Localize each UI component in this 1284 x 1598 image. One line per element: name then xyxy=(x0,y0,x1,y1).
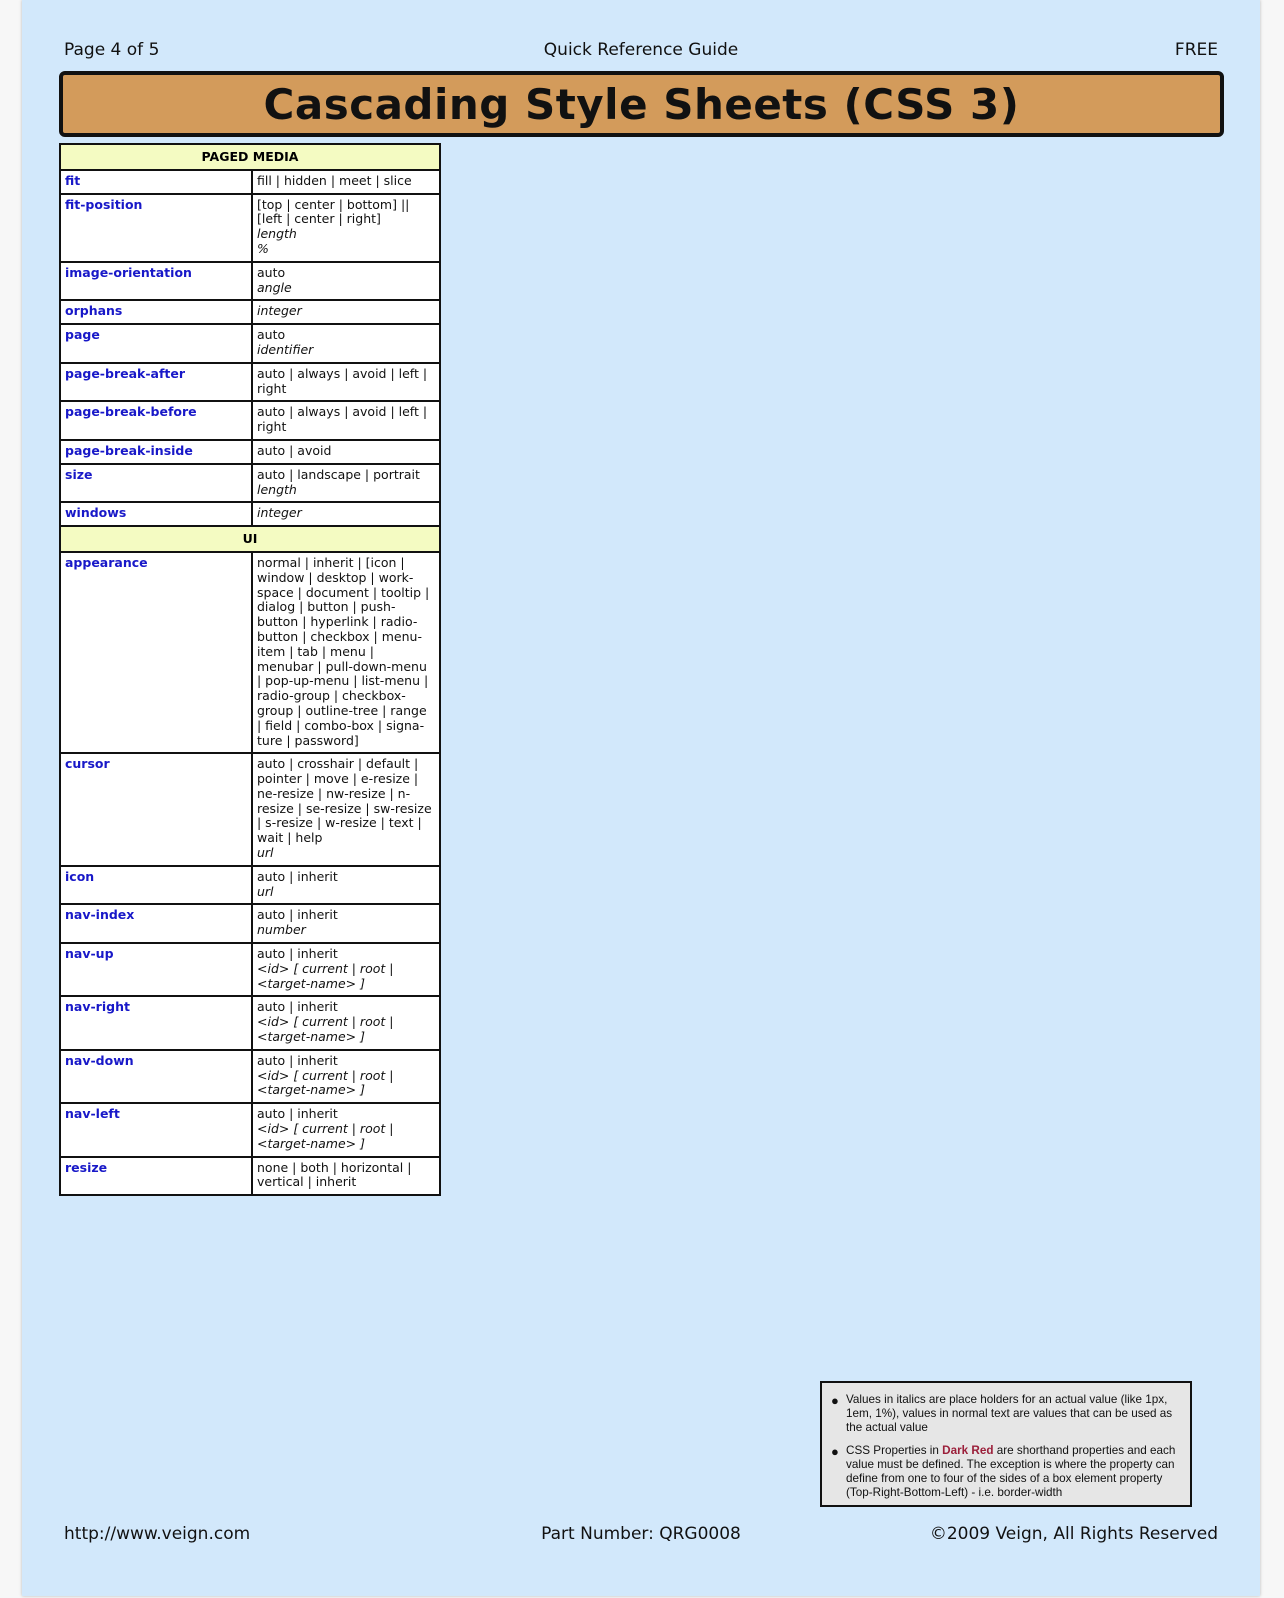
value-line: ne-resize | nw-resize | n- xyxy=(257,785,411,801)
value-line: <id> [ current | root | xyxy=(257,960,394,976)
property-values xyxy=(252,502,440,526)
property-row xyxy=(60,1103,440,1156)
value-line: url xyxy=(257,883,274,899)
property-row xyxy=(60,866,440,905)
document-page xyxy=(22,0,1260,1596)
value-line: pointer | move | e-resize | xyxy=(257,771,419,787)
property-values xyxy=(252,996,440,1049)
value-line: auto | landscape | portrait xyxy=(257,466,420,482)
property-name: cursor xyxy=(60,753,252,866)
property-values xyxy=(252,753,440,866)
section-header-row xyxy=(60,526,440,552)
value-line: ture | password] xyxy=(257,732,359,748)
value-line: <id> [ current | root | xyxy=(257,1121,394,1137)
value-line: dialog | button | push- xyxy=(257,599,396,615)
property-values xyxy=(252,262,440,301)
property-row xyxy=(60,502,440,526)
value-line: auto | always | avoid | left | xyxy=(257,365,428,381)
value-line: <target-name> ] xyxy=(257,975,365,991)
value-line: auto | inherit xyxy=(257,1106,338,1122)
property-name: icon xyxy=(60,866,252,905)
value-line: window | desktop | work- xyxy=(257,569,414,585)
property-values xyxy=(252,1050,440,1103)
property-name: windows xyxy=(60,502,252,526)
legend-note-dark-red: ● CSS Properties in Dark Red are shorthand properties and each value must be defined. The exception is where the property can define from one to four of the sides of a box element property (Top-Right-Bottom-Left) - i.e. border-width xyxy=(831,1443,1176,1500)
property-values xyxy=(252,1157,440,1196)
property-row xyxy=(60,552,440,753)
value-line: length xyxy=(257,226,297,242)
property-row xyxy=(60,904,440,943)
value-line: <id> [ current | root | xyxy=(257,1067,394,1083)
value-line: url xyxy=(257,845,274,861)
value-line: menubar | pull-down-menu xyxy=(257,658,427,674)
bullet-icon: ● xyxy=(831,1393,839,1408)
value-line: % xyxy=(257,240,269,256)
value-line: auto xyxy=(257,264,286,280)
property-values xyxy=(252,1103,440,1156)
value-line: integer xyxy=(257,303,302,319)
property-row xyxy=(60,996,440,1049)
property-name: nav-up xyxy=(60,943,252,996)
free-label: FREE xyxy=(1174,40,1218,60)
property-row xyxy=(60,194,440,262)
value-line: [left | center | right] xyxy=(257,211,381,227)
property-name: fit-position xyxy=(60,194,252,262)
value-line: fill | hidden | meet | slice xyxy=(257,172,412,188)
property-name: resize xyxy=(60,1157,252,1196)
property-values xyxy=(252,194,440,262)
property-name: page-break-after xyxy=(60,363,252,402)
footer-part-number: Part Number: QRG0008 xyxy=(541,1524,741,1544)
section-heading: PAGED MEDIA xyxy=(60,144,440,170)
property-name: nav-down xyxy=(60,1050,252,1103)
property-row xyxy=(60,943,440,996)
bullet-icon: ● xyxy=(831,1443,839,1459)
value-line: radio-group | checkbox- xyxy=(257,688,406,704)
property-name: image-orientation xyxy=(60,262,252,301)
property-row xyxy=(60,363,440,402)
value-line: <target-name> ] xyxy=(257,1029,365,1045)
value-line: auto | inherit xyxy=(257,907,338,923)
property-values xyxy=(252,324,440,363)
value-line: integer xyxy=(257,505,302,521)
value-line: auto | inherit xyxy=(257,868,338,884)
dark-red-highlight: Dark Red xyxy=(942,1443,994,1457)
value-line: right xyxy=(257,419,287,435)
value-line: item | tab | menu | xyxy=(257,643,374,659)
title-banner xyxy=(59,71,1224,137)
property-values xyxy=(252,552,440,753)
value-line: [top | center | bottom] || xyxy=(257,196,410,212)
section-header-row xyxy=(60,144,440,170)
property-name: size xyxy=(60,464,252,503)
value-line: <target-name> ] xyxy=(257,1082,365,1098)
value-line: resize | se-resize | sw-resize xyxy=(257,800,432,816)
property-values xyxy=(252,363,440,402)
value-line: normal | inherit | [icon | xyxy=(257,554,405,570)
footer-url: http://www.veign.com xyxy=(64,1524,251,1544)
property-name: orphans xyxy=(60,300,252,324)
value-line: wait | help xyxy=(257,830,323,846)
section-heading: UI xyxy=(60,526,440,552)
property-row xyxy=(60,401,440,440)
property-name: page xyxy=(60,324,252,363)
value-line: none | both | horizontal | xyxy=(257,1159,412,1175)
page-title: Cascading Style Sheets (CSS 3) xyxy=(263,79,1020,129)
value-line: button | checkbox | menu- xyxy=(257,628,422,644)
value-line: length xyxy=(257,481,297,497)
value-line: auto | inherit xyxy=(257,999,338,1015)
value-line: <id> [ current | root | xyxy=(257,1014,394,1030)
property-name: nav-right xyxy=(60,996,252,1049)
value-line: space | document | tooltip | xyxy=(257,584,430,600)
value-line: auto | inherit xyxy=(257,946,338,962)
value-line: right xyxy=(257,380,287,396)
value-line: auto | crosshair | default | xyxy=(257,756,419,772)
value-line: auto | inherit xyxy=(257,1052,338,1068)
value-line: angle xyxy=(257,279,292,295)
property-values xyxy=(252,866,440,905)
value-line: vertical | inherit xyxy=(257,1174,357,1190)
property-name: page-break-inside xyxy=(60,440,252,464)
property-values xyxy=(252,464,440,503)
property-name: appearance xyxy=(60,552,252,753)
property-row xyxy=(60,440,440,464)
value-line: | pop-up-menu | list-menu | xyxy=(257,673,429,689)
value-line: group | outline-tree | range xyxy=(257,702,427,718)
property-name: nav-index xyxy=(60,904,252,943)
property-values xyxy=(252,440,440,464)
property-row xyxy=(60,300,440,324)
property-row xyxy=(60,1157,440,1196)
property-values xyxy=(252,300,440,324)
value-line: | s-resize | w-resize | text | xyxy=(257,815,422,831)
value-line: auto xyxy=(257,327,286,343)
property-values xyxy=(252,904,440,943)
property-name: nav-left xyxy=(60,1103,252,1156)
value-line: auto | always | avoid | left | xyxy=(257,404,428,420)
property-values xyxy=(252,401,440,440)
property-row xyxy=(60,324,440,363)
value-line: <target-name> ] xyxy=(257,1135,365,1151)
property-row xyxy=(60,170,440,194)
page-number: Page 4 of 5 xyxy=(64,40,160,60)
value-line: auto | avoid xyxy=(257,442,332,458)
footer-copyright: ©2009 Veign, All Rights Reserved xyxy=(929,1524,1218,1544)
property-row xyxy=(60,1050,440,1103)
reference-table xyxy=(59,143,441,1196)
value-line: button | hyperlink | radio- xyxy=(257,614,418,630)
legend-box xyxy=(820,1381,1192,1507)
property-name: page-break-before xyxy=(60,401,252,440)
value-line: identifier xyxy=(257,341,314,357)
value-line: | field | combo-box | signa- xyxy=(257,717,425,733)
guide-label: Quick Reference Guide xyxy=(543,40,739,60)
legend-note-italics: ● Values in italics are place holders for an actual value (like 1px, 1em, 1%), values in normal text are values that can be used as the actual value xyxy=(831,1393,1173,1435)
property-values xyxy=(252,170,440,194)
property-row xyxy=(60,464,440,503)
property-row xyxy=(60,262,440,301)
value-line: number xyxy=(257,922,306,938)
property-row xyxy=(60,753,440,866)
property-values xyxy=(252,943,440,996)
property-name: fit xyxy=(60,170,252,194)
